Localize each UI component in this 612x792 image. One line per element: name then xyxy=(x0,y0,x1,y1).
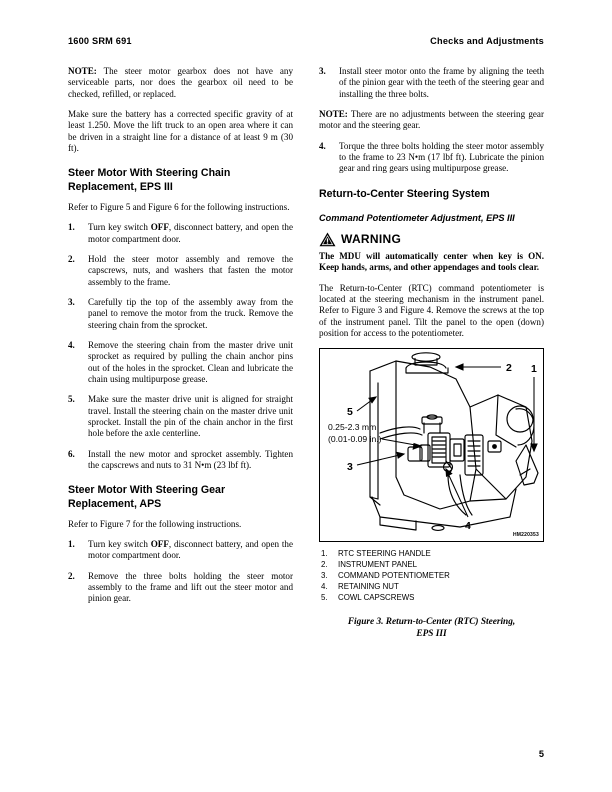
table-row xyxy=(321,593,450,604)
figure-caption-line-1: Figure 3. Return-to-Center (RTC) Steering, xyxy=(347,617,516,628)
warning-triangle-icon xyxy=(319,232,336,247)
step-text: Turn key switch OFF, disconnect battery, and open the motor compartment door. xyxy=(88,222,293,244)
step-text: Torque the three bolts holding the steer motor assembly to the frame to 23 N•m (17 lbf ft). Lubricate the pinion gear and ring gears using multipurpose grease. xyxy=(339,140,544,174)
step-number: 3. xyxy=(68,296,75,307)
legend-label: COMMAND POTENTIOMETER xyxy=(338,571,450,581)
header-section-title: Checks and Adjustments xyxy=(430,36,544,46)
subheading-command-potentiometer: Command Potentiometer Adjustment, EPS III xyxy=(319,212,515,223)
legend-number: 4. xyxy=(321,581,328,591)
step-text: Carefully tip the top of the assembly away from the panel to remove the motor from the truck. Remove the steering chain from the sprocket. xyxy=(88,296,293,330)
list-item xyxy=(68,571,293,605)
steps-list-chain xyxy=(68,222,293,471)
legend-label: RTC STEERING HANDLE xyxy=(338,549,431,559)
legend-label: RETAINING NUT xyxy=(338,581,399,591)
note-label: NOTE: xyxy=(68,66,97,76)
legend-number: 3. xyxy=(321,571,328,581)
step-text: Make sure the master drive unit is aligned for straight travel. Install the steering chain on the master drive unit sprocket. Install the pin of the chain anchor in the first hole before the axle centerline. xyxy=(88,394,293,439)
legend-label: INSTRUMENT PANEL xyxy=(338,560,418,570)
step-number: 1. xyxy=(68,539,75,550)
running-head xyxy=(68,36,544,46)
table-row xyxy=(321,560,450,571)
intro-figure-reference-1: Refer to Figure 5 and Figure 6 for the following instructions. xyxy=(68,201,290,212)
heading-steer-motor-gear: Steer Motor With Steering Gear Replacement, APS xyxy=(68,484,226,510)
step-number: 2. xyxy=(68,253,75,264)
list-item xyxy=(319,141,544,175)
callout-3: 3 xyxy=(347,461,353,474)
list-item xyxy=(68,254,293,288)
heading-return-to-center: Return-to-Center Steering System xyxy=(319,187,490,200)
figure-caption xyxy=(319,617,544,640)
step-number: 3. xyxy=(319,66,326,76)
rtc-description-paragraph: The Return-to-Center (RTC) command potentiometer is located at the steering mechanism in the instrument panel. Refer to Figure 3 and Figure 4. Remove the screws at the top of the instrument panel. Tilt the panel to the open (down) position for access to the potentiometer. xyxy=(319,282,544,339)
legend-number: 1. xyxy=(321,549,328,559)
step-number: 2. xyxy=(68,570,75,581)
intro-figure-reference-2: Refer to Figure 7 for the following instructions. xyxy=(68,518,242,529)
list-item xyxy=(68,539,293,562)
figure-legend xyxy=(321,549,450,603)
warning-label: WARNING xyxy=(341,232,402,247)
right-column xyxy=(319,66,544,641)
page-number: 5 xyxy=(538,749,544,759)
callout-5: 5 xyxy=(347,406,353,419)
two-column-body xyxy=(68,66,544,641)
callout-4: 4 xyxy=(465,520,471,533)
step-number: 1. xyxy=(68,222,75,233)
note-label: NOTE: xyxy=(319,109,348,120)
header-manual-id: 1600 SRM 691 xyxy=(68,36,132,46)
figure-caption-line-2: EPS III xyxy=(416,628,447,639)
dimension-line-1: 0.25-2.3 mm xyxy=(328,422,377,433)
list-item xyxy=(319,66,544,100)
legend-label: COWL CAPSCREWS xyxy=(338,592,415,602)
table-row xyxy=(321,549,450,560)
note-paragraph-2 xyxy=(319,109,544,132)
battery-paragraph: Make sure the battery has a corrected specific gravity of at least 1.250. Move the lift truck to an open area where it can be driven in a straight line for a distance of at least 9 m (30 ft). xyxy=(68,109,293,154)
callout-2: 2 xyxy=(506,362,512,375)
note-paragraph-1 xyxy=(68,66,293,100)
step-number: 4. xyxy=(68,339,75,350)
legend-number: 2. xyxy=(321,560,328,570)
legend-number: 5. xyxy=(321,592,328,602)
figure-3-illustration xyxy=(319,348,544,542)
steps-list-gear xyxy=(68,539,293,605)
list-item xyxy=(68,394,293,439)
table-row xyxy=(321,571,450,582)
callout-1: 1 xyxy=(531,363,537,376)
list-item xyxy=(68,297,293,331)
steps-list-gear-cont xyxy=(319,66,544,100)
step-text: Turn key switch OFF, disconnect battery, and open the motor compartment door. xyxy=(88,539,293,561)
heading-steer-motor-chain: Steer Motor With Steering Chain Replacement, EPS III xyxy=(68,167,231,193)
list-item xyxy=(68,222,293,245)
step-number: 6. xyxy=(68,448,75,459)
warning-header xyxy=(319,232,544,247)
note-text: There are no adjustments between the steering gear motor and the steering gear. xyxy=(319,109,544,131)
left-column xyxy=(68,66,293,641)
table-row xyxy=(321,582,450,593)
list-item xyxy=(68,340,293,385)
steps-list-gear-cont-2 xyxy=(319,141,544,175)
step-number: 4. xyxy=(319,140,326,151)
step-text: Install the new motor and sprocket assembly. Tighten the capscrews and nuts to 31 N•m (23 lbf ft). xyxy=(88,448,293,470)
step-text: Remove the three bolts holding the steer motor assembly to the frame and lift out the steer motor and pinion gear. xyxy=(88,570,293,604)
note-text: The steer motor gearbox does not have any serviceable parts, nor does the gearbox oil need to be checked, refilled, or replaced. xyxy=(68,66,293,99)
figure-part-number: HM220353 xyxy=(512,532,539,539)
step-text: Install steer motor onto the frame by aligning the teeth of the pinion gear with the teeth of the steering gear and installing the three bolts. xyxy=(339,66,544,99)
list-item xyxy=(68,449,293,472)
warning-text: The MDU will automatically center when key is ON. Keep hands, arms, and other appendages and tools clear. xyxy=(319,250,544,273)
step-number: 5. xyxy=(68,394,75,405)
step-text: Remove the steering chain from the master drive unit sprocket as required by pulling the chain anchor pins out of the holes in the sprocket. Clean and lubricate the chain using multipurpose grease. xyxy=(88,339,293,384)
dimension-line-2: (0.01-0.09 in.) xyxy=(328,434,382,445)
step-text: Hold the steer motor assembly and remove the capscrews, nuts, and washers that fasten the motor assembly to the frame. xyxy=(88,253,293,287)
